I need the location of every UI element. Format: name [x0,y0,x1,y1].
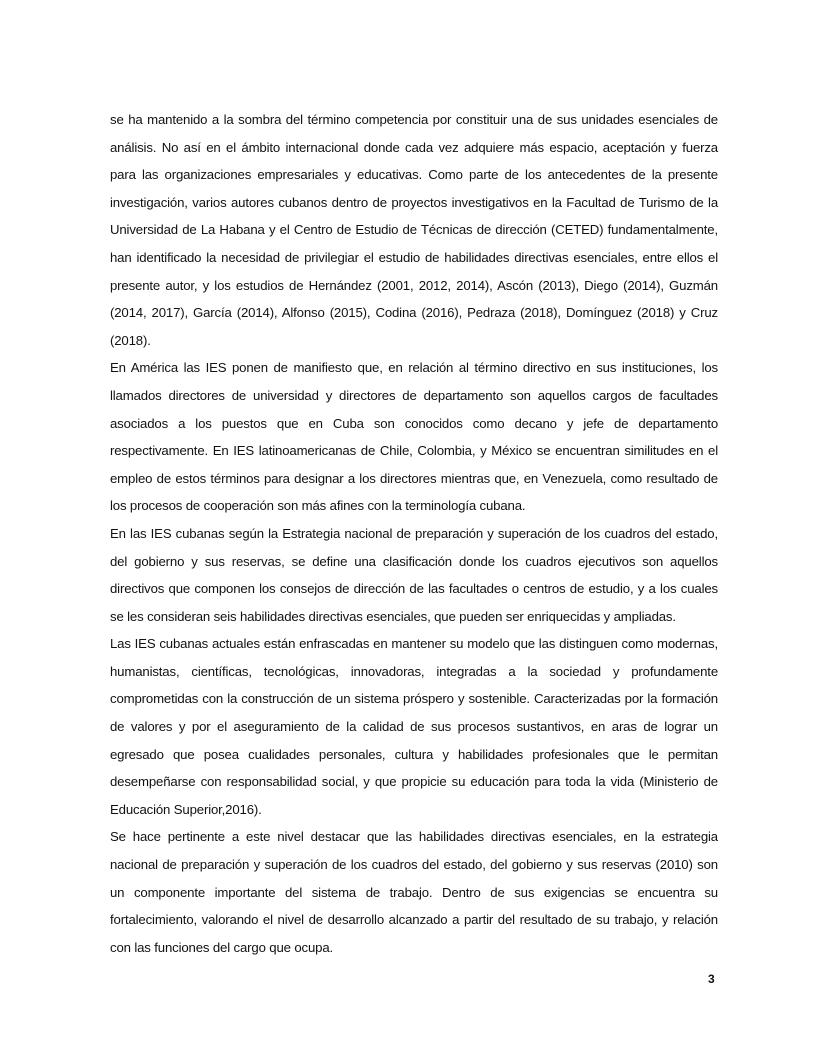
paragraph-1: se ha mantenido a la sombra del término competencia por constituir una de sus unidades esenciales de análisis. No así en el ámbito internacional donde cada vez adquiere más espacio, aceptación y fuerza para las organizaciones empresariales y educativas. Como parte de los antecedentes de la presente investigación, varios autores cubanos dentro de proyectos investigativos en la Facultad de Turismo de la Universidad de La Habana y el Centro de Estudio de Técnicas de dirección (CETED) fundamentalmente, han identificado la necesidad de privilegiar el estudio de habilidades directivas esenciales, entre ellos el presente autor, y los estudios de Hernández (2001, 2012, 2014), Ascón (2013), Diego (2014), Guzmán (2014, 2017), García (2014), Alfonso (2015), Codina (2016), Pedraza (2018), Domínguez (2018) y Cruz (2018). [110,112,718,348]
page-number: 3 [708,972,715,986]
document-body [110,106,718,961]
paragraph-3: En las IES cubanas según la Estrategia nacional de preparación y superación de los cuadros del estado, del gobierno y sus reservas, se define una clasificación donde los cuadros ejecutivos son aquellos directivos que componen los consejos de dirección de las facultades o centros de estudio, y a los cuales se les consideran seis habilidades directivas esenciales, que pueden ser enriquecidas y ampliadas. [110,525,718,624]
paragraph-5: Se hace pertinente a este nivel destacar que las habilidades directivas esenciales, en la estrategia nacional de preparación y superación de los cuadros del estado, del gobierno y sus reservas (2010) son un componente importante del sistema de trabajo. Dentro de sus exigencias se encuentra su fortalecimiento, valorando el nivel de desarrollo alcanzado a partir del resultado de su trabajo, y relación con las funciones del cargo que ocupa. [110,829,718,955]
paragraph-2: En América las IES ponen de manifiesto que, en relación al término directivo en sus instituciones, los llamados directores de universidad y directores de departamento son aquellos cargos de facultades asociados a los puestos que en Cuba son conocidos como decano y jefe de departamento respectivamente. En IES latinoamericanas de Chile, Colombia, y México se encuentran similitudes en el empleo de estos términos para designar a los directores mientras que, en Venezuela, como resultado de los procesos de cooperación son más afines con la terminología cubana. [110,360,718,514]
paragraph-4: Las IES cubanas actuales están enfrascadas en mantener su modelo que las distinguen como modernas, humanistas, científicas, tecnológicas, innovadoras, integradas a la sociedad y profundamente comprometidas con la construcción de un sistema próspero y sostenible. Caracterizadas por la formación de valores y por el aseguramiento de la calidad de sus procesos sustantivos, en aras de lograr un egresado que posea cualidades personales, cultura y habilidades profesionales que le permitan desempeñarse con responsabilidad social, y que propicie su educación para toda la vida (Ministerio de Educación Superior,2016). [110,636,718,817]
